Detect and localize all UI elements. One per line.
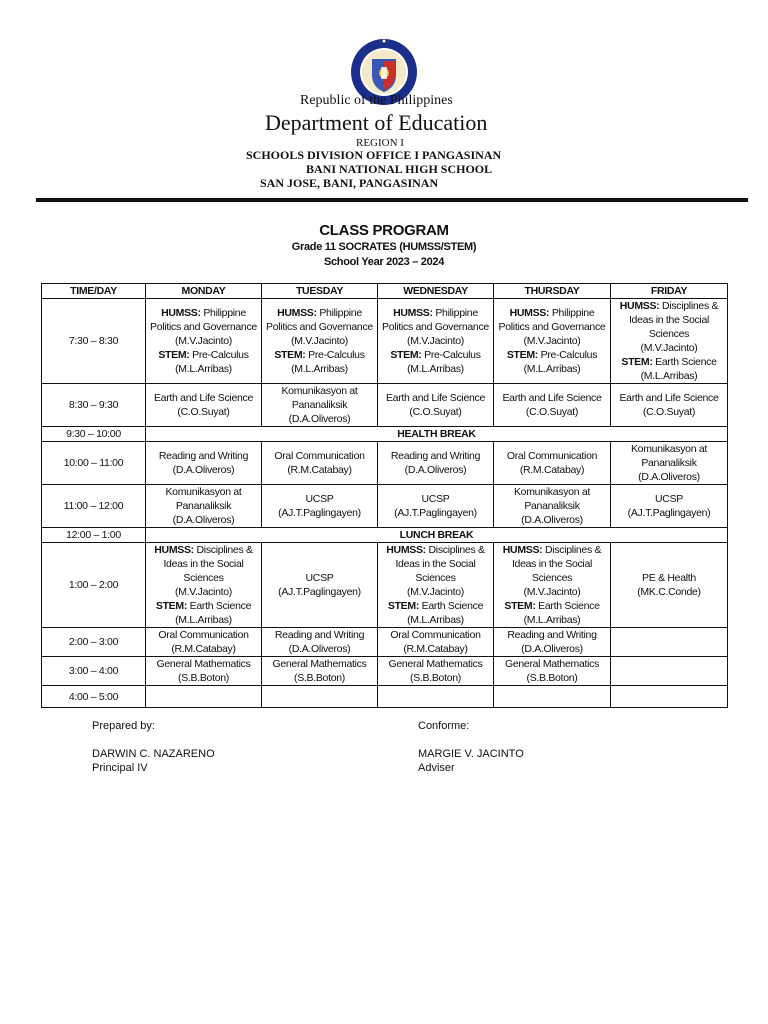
schedule-cell: HUMSS: Philippine Politics and Governance (M.V.Jacinto) STEM: Pre-Calculus (M.L.Arribas) xyxy=(262,299,378,384)
department-heading: Department of Education xyxy=(265,110,488,135)
table-row xyxy=(42,299,728,384)
program-section: Grade 11 SOCRATES (HUMSS/STEM) xyxy=(291,241,477,253)
schedule-cell: HUMSS: Philippine Politics and Governance (M.V.Jacinto) STEM: Pre-Calculus (M.L.Arribas) xyxy=(378,299,494,384)
header-cell: TIME/DAY xyxy=(42,284,146,299)
schedule-cell: General Mathematics (S.B.Boton) xyxy=(262,657,378,686)
time-cell: 8:30 – 9:30 xyxy=(42,384,146,427)
health-break-cell: HEALTH BREAK xyxy=(146,427,728,442)
header-cell: WEDNESDAY xyxy=(378,284,494,299)
schedule-cell: HUMSS: Philippine Politics and Governance (M.V.Jacinto) STEM: Pre-Calculus (M.L.Arribas) xyxy=(146,299,262,384)
division-heading: SCHOOLS DIVISION OFFICE I PANGASINAN xyxy=(246,148,502,162)
schedule-cell: HUMSS: Disciplines & Ideas in the Social Sciences (M.V.Jacinto) STEM: Earth Science (M.L.Arribas) xyxy=(611,299,728,384)
time-cell: 2:00 – 3:00 xyxy=(42,628,146,657)
header-cell: THURSDAY xyxy=(494,284,611,299)
table-row xyxy=(42,485,728,528)
region-heading: REGION I xyxy=(356,137,404,149)
schedule-cell xyxy=(262,686,378,708)
program-school-year: School Year 2023 – 2024 xyxy=(323,256,445,268)
schedule-cell: Komunikasyon at Pananaliksik (D.A.Oliveros) xyxy=(494,485,611,528)
table-header-row xyxy=(42,284,728,299)
time-cell: 3:00 – 4:00 xyxy=(42,657,146,686)
table-row xyxy=(42,442,728,485)
schedule-cell: Komunikasyon at Pananaliksik (D.A.Oliveros) xyxy=(146,485,262,528)
program-title: CLASS PROGRAM xyxy=(319,222,449,239)
class-schedule-table xyxy=(41,283,728,708)
schedule-cell: General Mathematics (S.B.Boton) xyxy=(494,657,611,686)
table-row xyxy=(42,528,728,543)
schedule-cell: General Mathematics (S.B.Boton) xyxy=(378,657,494,686)
schedule-cell: UCSP (AJ.T.Paglingayen) xyxy=(611,485,728,528)
table-row xyxy=(42,657,728,686)
lunch-break-cell: LUNCH BREAK xyxy=(146,528,728,543)
schedule-cell: Reading and Writing (D.A.Oliveros) xyxy=(378,442,494,485)
schedule-cell: Oral Communication (R.M.Catabay) xyxy=(378,628,494,657)
schedule-cell xyxy=(611,686,728,708)
time-cell: 7:30 – 8:30 xyxy=(42,299,146,384)
schedule-cell: General Mathematics (S.B.Boton) xyxy=(146,657,262,686)
header-cell: TUESDAY xyxy=(262,284,378,299)
table-row xyxy=(42,628,728,657)
table-row xyxy=(42,543,728,628)
schedule-cell: Earth and Life Science (C.O.Suyat) xyxy=(146,384,262,427)
prepared-by-name: DARWIN C. NAZARENO xyxy=(92,748,215,760)
time-cell: 11:00 – 12:00 xyxy=(42,485,146,528)
schedule-cell: UCSP (AJ.T.Paglingayen) xyxy=(378,485,494,528)
header-cell: MONDAY xyxy=(146,284,262,299)
time-cell: 10:00 – 11:00 xyxy=(42,442,146,485)
time-cell: 4:00 – 5:00 xyxy=(42,686,146,708)
schedule-cell xyxy=(611,657,728,686)
schedule-cell: Komunikasyon at Pananaliksik (D.A.Oliveros) xyxy=(262,384,378,427)
table-row xyxy=(42,686,728,708)
schedule-cell: Reading and Writing (D.A.Oliveros) xyxy=(262,628,378,657)
school-heading: BANI NATIONAL HIGH SCHOOL xyxy=(306,162,493,176)
republic-heading: Republic of the Philippines xyxy=(300,93,453,108)
time-cell: 12:00 – 1:00 xyxy=(42,528,146,543)
schedule-cell: HUMSS: Disciplines & Ideas in the Social Sciences (M.V.Jacinto) STEM: Earth Science (M.L.Arribas) xyxy=(494,543,611,628)
conforme-label: Conforme: xyxy=(418,720,470,732)
prepared-by-label: Prepared by: xyxy=(92,720,155,732)
schedule-cell xyxy=(378,686,494,708)
prepared-by-title: Principal IV xyxy=(92,762,148,774)
schedule-cell xyxy=(611,628,728,657)
conforme-name: MARGIE V. JACINTO xyxy=(418,748,524,760)
schedule-cell: Reading and Writing (D.A.Oliveros) xyxy=(146,442,262,485)
schedule-cell xyxy=(146,686,262,708)
address-heading: SAN JOSE, BANI, PANGASINAN xyxy=(260,176,439,190)
schedule-cell: PE & Health (MK.C.Conde) xyxy=(611,543,728,628)
schedule-cell: HUMSS: Philippine Politics and Governance (M.V.Jacinto) STEM: Pre-Calculus (M.L.Arribas) xyxy=(494,299,611,384)
schedule-cell: Oral Communication (R.M.Catabay) xyxy=(146,628,262,657)
time-cell: 1:00 – 2:00 xyxy=(42,543,146,628)
header-cell: FRIDAY xyxy=(611,284,728,299)
schedule-cell xyxy=(494,686,611,708)
schedule-cell: UCSP (AJ.T.Paglingayen) xyxy=(262,485,378,528)
schedule-cell: UCSP (AJ.T.Paglingayen) xyxy=(262,543,378,628)
schedule-cell: Earth and Life Science (C.O.Suyat) xyxy=(494,384,611,427)
schedule-cell: Earth and Life Science (C.O.Suyat) xyxy=(378,384,494,427)
table-row xyxy=(42,384,728,427)
schedule-cell: HUMSS: Disciplines & Ideas in the Social Sciences (M.V.Jacinto) STEM: Earth Science (M.L.Arribas) xyxy=(378,543,494,628)
time-cell: 9:30 – 10:00 xyxy=(42,427,146,442)
conforme-title: Adviser xyxy=(418,762,455,774)
schedule-cell: HUMSS: Disciplines & Ideas in the Social Sciences (M.V.Jacinto) STEM: Earth Science (M.L.Arribas) xyxy=(146,543,262,628)
schedule-cell: Komunikasyon at Pananaliksik (D.A.Oliveros) xyxy=(611,442,728,485)
header-divider xyxy=(36,198,748,202)
schedule-cell: Oral Communication (R.M.Catabay) xyxy=(494,442,611,485)
table-row xyxy=(42,427,728,442)
schedule-cell: Reading and Writing (D.A.Oliveros) xyxy=(494,628,611,657)
schedule-cell: Earth and Life Science (C.O.Suyat) xyxy=(611,384,728,427)
schedule-cell: Oral Communication (R.M.Catabay) xyxy=(262,442,378,485)
